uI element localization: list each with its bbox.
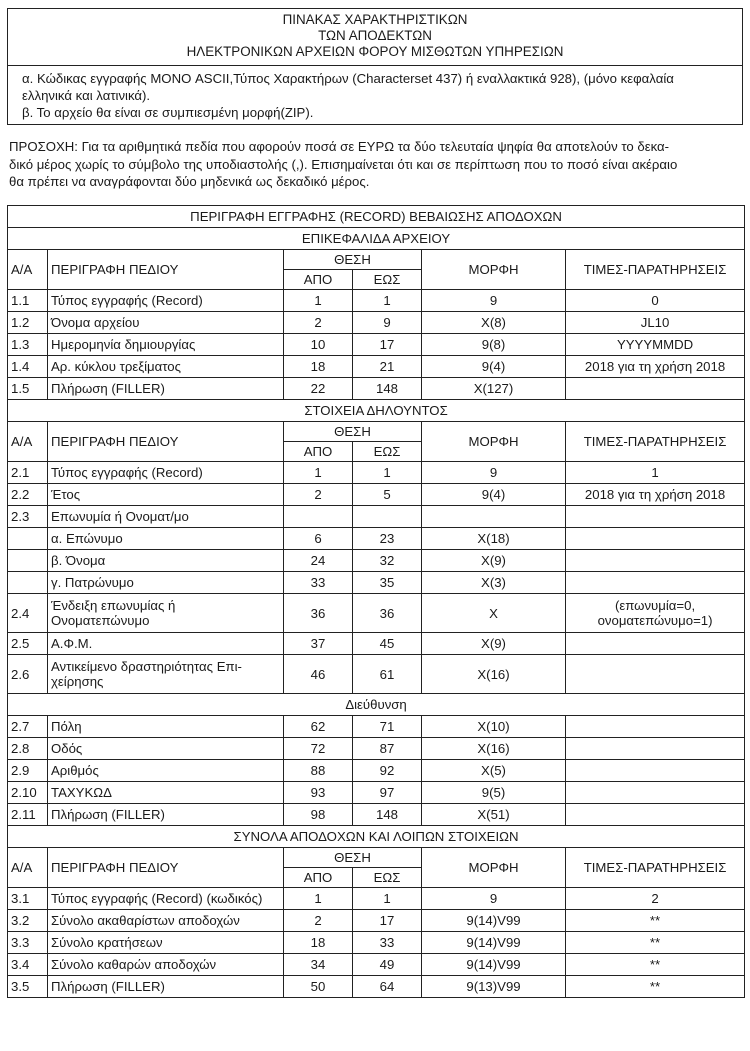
cell-notes: ** <box>566 976 745 998</box>
cell-notes <box>566 782 745 804</box>
cell-desc: Όνομα αρχείου <box>48 312 284 334</box>
table-row <box>8 550 745 572</box>
cell-notes <box>566 594 745 633</box>
header-pos: ΘΕΣΗ <box>284 250 422 270</box>
cell-desc: Πλήρωση (FILLER) <box>48 378 284 400</box>
cell-aa: 3.5 <box>8 976 48 998</box>
header-aa: Α/Α <box>8 422 48 462</box>
cell-from: 62 <box>284 716 353 738</box>
table-row <box>8 528 745 550</box>
note-a-line-2: ελληνικά και λατινικά). <box>22 88 151 103</box>
cell-format: 9(4) <box>422 356 566 378</box>
section-title-row <box>8 826 745 848</box>
header-format: ΜΟΡΦΗ <box>422 848 566 888</box>
cell-notes: ** <box>566 910 745 932</box>
cell-format: X(16) <box>422 655 566 694</box>
cell-notes: JL10 <box>566 312 745 334</box>
cell-notes: ** <box>566 932 745 954</box>
cell-format: 9(14)V99 <box>422 932 566 954</box>
table-row <box>8 976 745 998</box>
header-to: ΕΩΣ <box>353 442 422 462</box>
cell-desc: Ημερομηνία δημιουργίας <box>48 334 284 356</box>
table-row <box>8 760 745 782</box>
cell-from: 1 <box>284 290 353 312</box>
document-title <box>7 8 743 66</box>
cell-desc <box>48 594 284 633</box>
cell-to: 97 <box>353 782 422 804</box>
cell-format: X(9) <box>422 633 566 655</box>
header-pos: ΘΕΣΗ <box>284 848 422 868</box>
table-row <box>8 782 745 804</box>
cell-desc-line: Ένδειξη επωνυμίας ή <box>51 598 176 613</box>
cell-to: 9 <box>353 312 422 334</box>
table-title: ΠΕΡΙΓΡΑΦΗ ΕΓΓΡΑΦΗΣ (RECORD) ΒΕΒΑΙΩΣΗΣ ΑΠΟΔΟΧΩΝ <box>8 206 745 228</box>
cell-notes <box>566 633 745 655</box>
note-b: β. Το αρχείο θα είναι σε συμπιεσμένη μορφή(ZIP). <box>22 105 314 120</box>
cell-notes <box>566 760 745 782</box>
table-row <box>8 633 745 655</box>
cell-aa: 1.2 <box>8 312 48 334</box>
table-row <box>8 290 745 312</box>
cell-format: X(5) <box>422 760 566 782</box>
cell-desc: Τύπος εγγραφής (Record) <box>48 462 284 484</box>
cell-from: 93 <box>284 782 353 804</box>
cell-to: 23 <box>353 528 422 550</box>
cell-to: 1 <box>353 462 422 484</box>
cell-notes <box>566 804 745 826</box>
cell-to: 17 <box>353 910 422 932</box>
cell-aa: 2.3 <box>8 506 48 528</box>
cell-desc: Έτος <box>48 484 284 506</box>
cell-notes: ** <box>566 954 745 976</box>
cell-to: 17 <box>353 334 422 356</box>
cell-notes <box>566 738 745 760</box>
cell-aa: 2.11 <box>8 804 48 826</box>
cell-notes <box>566 378 745 400</box>
header-notes: ΤΙΜΕΣ-ΠΑΡΑΤΗΡΗΣΕΙΣ <box>566 250 745 290</box>
section-title-row <box>8 228 745 250</box>
cell-notes: YYYYMMDD <box>566 334 745 356</box>
cell-to: 148 <box>353 804 422 826</box>
cell-format: 9 <box>422 290 566 312</box>
cell-aa: 2.8 <box>8 738 48 760</box>
title-line-1: ΠΙΝΑΚΑΣ ΧΑΡΑΚΤΗΡΙΣΤΙΚΩΝ <box>282 12 468 27</box>
cell-aa: 3.4 <box>8 954 48 976</box>
header-notes: ΤΙΜΕΣ-ΠΑΡΑΤΗΡΗΣΕΙΣ <box>566 848 745 888</box>
cell-format: 9(8) <box>422 334 566 356</box>
section-title-declarant: ΣΤΟΙΧΕΙΑ ΔΗΛΟΥΝΤΟΣ <box>8 400 745 422</box>
cell-aa: 2.6 <box>8 655 48 694</box>
section-title-totals: ΣΥΝΟΛΑ ΑΠΟΔΟΧΩΝ ΚΑΙ ΛΟΙΠΩΝ ΣΤΟΙΧΕΙΩΝ <box>8 826 745 848</box>
cell-to: 35 <box>353 572 422 594</box>
cell-format: 9(14)V99 <box>422 910 566 932</box>
header-from: ΑΠΟ <box>284 442 353 462</box>
cell-desc: α. Επώνυμο <box>48 528 284 550</box>
header-to: ΕΩΣ <box>353 270 422 290</box>
cell-to: 148 <box>353 378 422 400</box>
table-row <box>8 888 745 910</box>
cell-from: 6 <box>284 528 353 550</box>
cell-from: 37 <box>284 633 353 655</box>
cell-notes <box>566 506 745 528</box>
table-row <box>8 506 745 528</box>
cell-desc: Πόλη <box>48 716 284 738</box>
cell-aa <box>8 550 48 572</box>
cell-to: 87 <box>353 738 422 760</box>
cell-to: 1 <box>353 888 422 910</box>
cell-notes <box>566 716 745 738</box>
cell-format: X(16) <box>422 738 566 760</box>
cell-notes <box>566 572 745 594</box>
cell-aa: 2.5 <box>8 633 48 655</box>
cell-format: 9(13)V99 <box>422 976 566 998</box>
cell-to: 61 <box>353 655 422 694</box>
cell-notes-line: ονοματεπώνυμο=1) <box>597 613 713 628</box>
section-title-row <box>8 400 745 422</box>
cell-aa: 2.1 <box>8 462 48 484</box>
note-a-line-1: α. Κώδικας εγγραφής ΜΟΝΟ ASCII,Τύπος Χαρακτήρων (Characterset 437) ή εναλλακτικά 928), (μόνο κεφαλαία <box>22 71 674 86</box>
cell-from: 88 <box>284 760 353 782</box>
table-row <box>8 462 745 484</box>
cell-aa: 3.1 <box>8 888 48 910</box>
cell-notes: 0 <box>566 290 745 312</box>
cell-from: 22 <box>284 378 353 400</box>
header-desc: ΠΕΡΙΓΡΑΦΗ ΠΕΔΙΟΥ <box>48 250 284 290</box>
header-to: ΕΩΣ <box>353 868 422 888</box>
cell-desc: ΤΑΧΥΚΩΔ <box>48 782 284 804</box>
cell-notes-line: (επωνυμία=0, <box>614 598 696 613</box>
header-aa: Α/Α <box>8 848 48 888</box>
cell-to: 33 <box>353 932 422 954</box>
cell-to <box>353 506 422 528</box>
header-row <box>8 848 745 868</box>
cell-from: 34 <box>284 954 353 976</box>
cell-from: 2 <box>284 910 353 932</box>
cell-desc: Τύπος εγγραφής (Record) <box>48 290 284 312</box>
cell-aa: 1.3 <box>8 334 48 356</box>
table-row <box>8 378 745 400</box>
table-row <box>8 312 745 334</box>
cell-aa: 2.10 <box>8 782 48 804</box>
cell-aa: 3.2 <box>8 910 48 932</box>
table-row <box>8 655 745 694</box>
cell-format: X(3) <box>422 572 566 594</box>
cell-notes: 2018 για τη χρήση 2018 <box>566 356 745 378</box>
cell-format: 9 <box>422 888 566 910</box>
cell-from: 24 <box>284 550 353 572</box>
cell-aa: 1.4 <box>8 356 48 378</box>
cell-aa: 2.4 <box>8 594 48 633</box>
cell-aa: 1.1 <box>8 290 48 312</box>
cell-to: 36 <box>353 594 422 633</box>
cell-desc-line: Αντικείμενο δραστηριότητας Επι- <box>51 659 242 674</box>
table-row <box>8 738 745 760</box>
cell-desc: Πλήρωση (FILLER) <box>48 976 284 998</box>
header-aa: Α/Α <box>8 250 48 290</box>
table-row <box>8 932 745 954</box>
notes-box <box>7 65 743 125</box>
record-spec-table-body <box>8 206 745 998</box>
cell-desc: Οδός <box>48 738 284 760</box>
cell-aa: 2.9 <box>8 760 48 782</box>
header-row <box>8 250 745 270</box>
cell-from: 50 <box>284 976 353 998</box>
cell-format: X(8) <box>422 312 566 334</box>
cell-format: 9(4) <box>422 484 566 506</box>
cell-desc: Αριθμός <box>48 760 284 782</box>
cell-to: 64 <box>353 976 422 998</box>
cell-to: 21 <box>353 356 422 378</box>
table-row <box>8 594 745 633</box>
warning-line-2: δικό μέρος χωρίς το σύμβολο της υποδιαστολής (,). Επισημαίνεται ότι και σε περίπτωση που το ποσό είναι ακέραιο <box>9 156 678 172</box>
cell-from: 2 <box>284 484 353 506</box>
table-row <box>8 716 745 738</box>
cell-desc: Αρ. κύκλου τρεξίματος <box>48 356 284 378</box>
cell-desc: Σύνολο ακαθαρίστων αποδοχών <box>48 910 284 932</box>
cell-to: 45 <box>353 633 422 655</box>
cell-from: 33 <box>284 572 353 594</box>
cell-format: 9(14)V99 <box>422 954 566 976</box>
cell-from: 1 <box>284 888 353 910</box>
cell-format: X(10) <box>422 716 566 738</box>
cell-notes <box>566 655 745 694</box>
cell-desc-line: χείρησης <box>51 674 104 689</box>
warning-paragraph <box>9 138 741 191</box>
cell-to: 1 <box>353 290 422 312</box>
cell-format: X(18) <box>422 528 566 550</box>
header-notes: ΤΙΜΕΣ-ΠΑΡΑΤΗΡΗΣΕΙΣ <box>566 422 745 462</box>
header-format: ΜΟΡΦΗ <box>422 422 566 462</box>
cell-to: 49 <box>353 954 422 976</box>
table-row <box>8 804 745 826</box>
cell-from: 72 <box>284 738 353 760</box>
cell-format: 9(5) <box>422 782 566 804</box>
cell-aa: 2.2 <box>8 484 48 506</box>
cell-notes <box>566 528 745 550</box>
cell-from: 10 <box>284 334 353 356</box>
cell-desc <box>48 655 284 694</box>
table-row <box>8 954 745 976</box>
header-desc: ΠΕΡΙΓΡΑΦΗ ΠΕΔΙΟΥ <box>48 422 284 462</box>
table-row <box>8 356 745 378</box>
header-from: ΑΠΟ <box>284 868 353 888</box>
cell-from: 46 <box>284 655 353 694</box>
cell-to: 32 <box>353 550 422 572</box>
cell-aa: 2.7 <box>8 716 48 738</box>
cell-to: 92 <box>353 760 422 782</box>
table-title-row <box>8 206 745 228</box>
cell-notes: 1 <box>566 462 745 484</box>
warning-line-3: θα πρέπει να αναγράφονται δύο μηδενικά ως δεκαδικό μέρος. <box>9 174 370 189</box>
cell-desc: Σύνολο καθαρών αποδοχών <box>48 954 284 976</box>
cell-desc: Σύνολο κρατήσεων <box>48 932 284 954</box>
section-title-row <box>8 694 745 716</box>
cell-format <box>422 506 566 528</box>
cell-desc: Τύπος εγγραφής (Record) (κωδικός) <box>48 888 284 910</box>
cell-desc: γ. Πατρώνυμο <box>48 572 284 594</box>
cell-desc: Επωνυμία ή Ονοματ/μο <box>48 506 284 528</box>
record-spec-table <box>7 205 745 998</box>
cell-from: 2 <box>284 312 353 334</box>
warning-line-1: ΠΡΟΣΟΧΗ: Για τα αριθμητικά πεδία που αφορούν ποσά σε ΕΥΡΩ τα δύο τελευταία ψηφία θα αποτελούν το δεκα- <box>9 139 670 154</box>
cell-notes <box>566 550 745 572</box>
cell-aa: 3.3 <box>8 932 48 954</box>
cell-from: 1 <box>284 462 353 484</box>
cell-from: 18 <box>284 356 353 378</box>
cell-format: X <box>422 594 566 633</box>
header-row <box>8 422 745 442</box>
header-pos: ΘΕΣΗ <box>284 422 422 442</box>
table-row <box>8 910 745 932</box>
cell-from: 36 <box>284 594 353 633</box>
cell-desc: β. Όνομα <box>48 550 284 572</box>
cell-notes: 2018 για τη χρήση 2018 <box>566 484 745 506</box>
header-format: ΜΟΡΦΗ <box>422 250 566 290</box>
cell-desc: Πλήρωση (FILLER) <box>48 804 284 826</box>
table-row <box>8 334 745 356</box>
cell-from <box>284 506 353 528</box>
cell-aa <box>8 572 48 594</box>
cell-format: X(127) <box>422 378 566 400</box>
cell-from: 98 <box>284 804 353 826</box>
section-subtitle-address: Διεύθυνση <box>8 694 745 716</box>
cell-aa: 1.5 <box>8 378 48 400</box>
header-desc: ΠΕΡΙΓΡΑΦΗ ΠΕΔΙΟΥ <box>48 848 284 888</box>
cell-aa <box>8 528 48 550</box>
cell-format: X(9) <box>422 550 566 572</box>
cell-from: 18 <box>284 932 353 954</box>
cell-format: 9 <box>422 462 566 484</box>
header-from: ΑΠΟ <box>284 270 353 290</box>
cell-format: X(51) <box>422 804 566 826</box>
section-title-file-header: ΕΠΙΚΕΦΑΛΙΔΑ ΑΡΧΕΙΟΥ <box>8 228 745 250</box>
title-line-2: ΤΩΝ ΑΠΟΔΕΚΤΩΝ <box>318 28 432 43</box>
cell-desc-line: Ονοματεπώνυμο <box>51 613 150 628</box>
table-row <box>8 572 745 594</box>
title-line-3: ΗΛΕΚΤΡΟΝΙΚΩΝ ΑΡΧΕΙΩΝ ΦΟΡΟΥ ΜΙΣΘΩΤΩΝ ΥΠΗΡΕΣΙΩΝ <box>186 44 564 59</box>
table-row <box>8 484 745 506</box>
cell-desc: Α.Φ.Μ. <box>48 633 284 655</box>
cell-to: 5 <box>353 484 422 506</box>
cell-notes: 2 <box>566 888 745 910</box>
cell-to: 71 <box>353 716 422 738</box>
